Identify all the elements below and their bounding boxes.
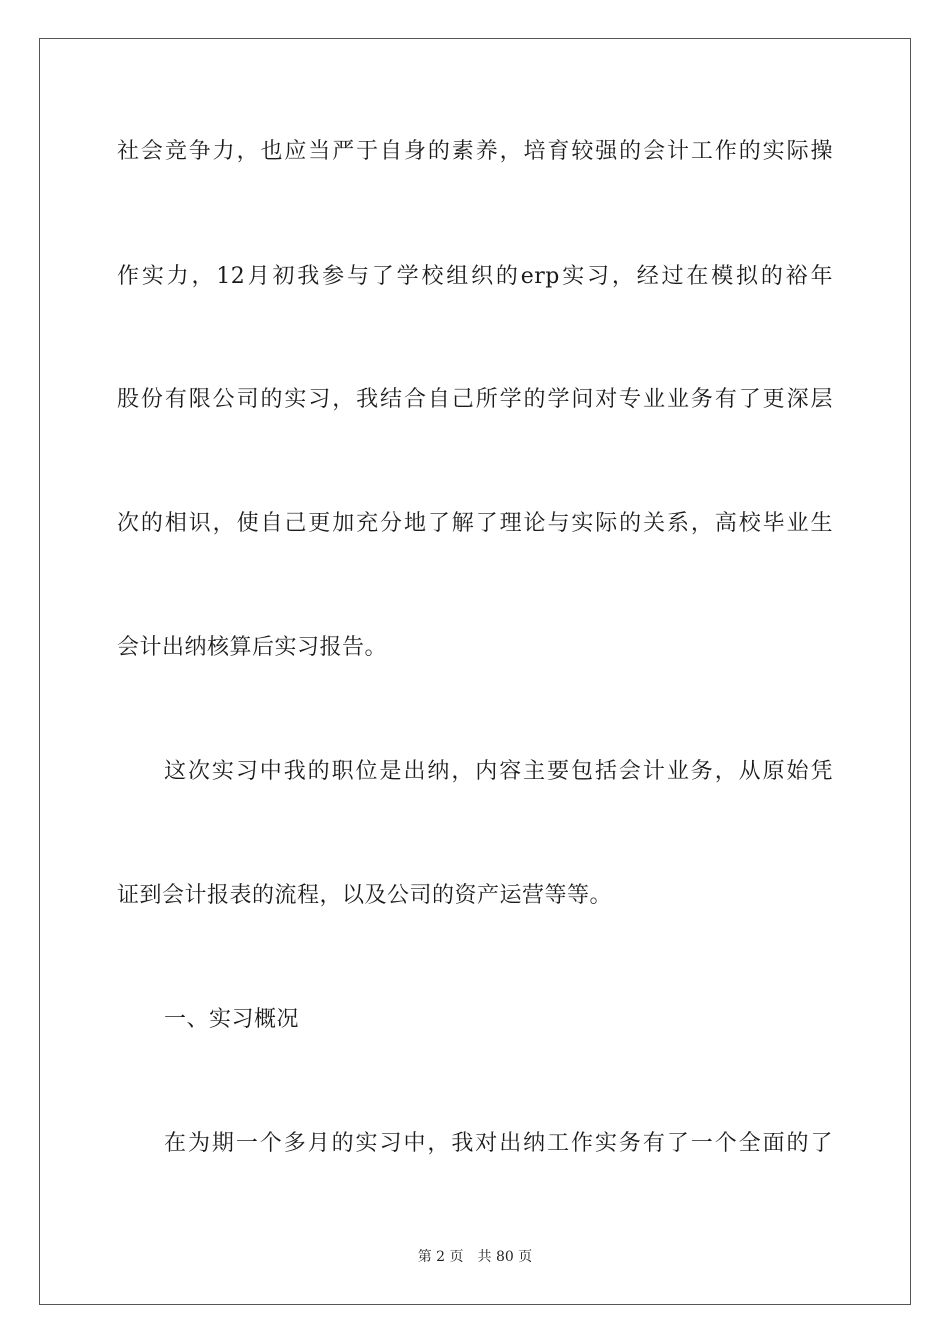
section-heading: 一、实习概况 [164,1007,300,1032]
body-line-9: 在为期一个多月的实习中，我对出纳工作实务有了一个全面的了 [164,1131,833,1156]
body-line-7: 证到会计报表的流程，以及公司的资产运营等等。 [117,883,613,908]
page-total: 共 80 页 [477,1249,533,1265]
page-number: 第 2 页 [417,1249,464,1265]
body-line-1: 社会竞争力，也应当严于自身的素养，培育较强的会计工作的实际操 [117,139,833,164]
page-footer [0,1247,950,1267]
page-border [39,38,911,1305]
body-line-2: 作实力，12月初我参与了学校组织的erp实习，经过在模拟的裕年 [117,264,833,289]
body-line-3: 股份有限公司的实习，我结合自己所学的学问对专业业务有了更深层 [117,387,833,412]
body-line-5: 会计出纳核算后实习报告。 [117,635,388,660]
body-line-6: 这次实习中我的职位是出纳，内容主要包括会计业务，从原始凭 [164,759,833,784]
body-line-4: 次的相识，使自己更加充分地了解了理论与实际的关系，高校毕业生 [117,511,833,536]
